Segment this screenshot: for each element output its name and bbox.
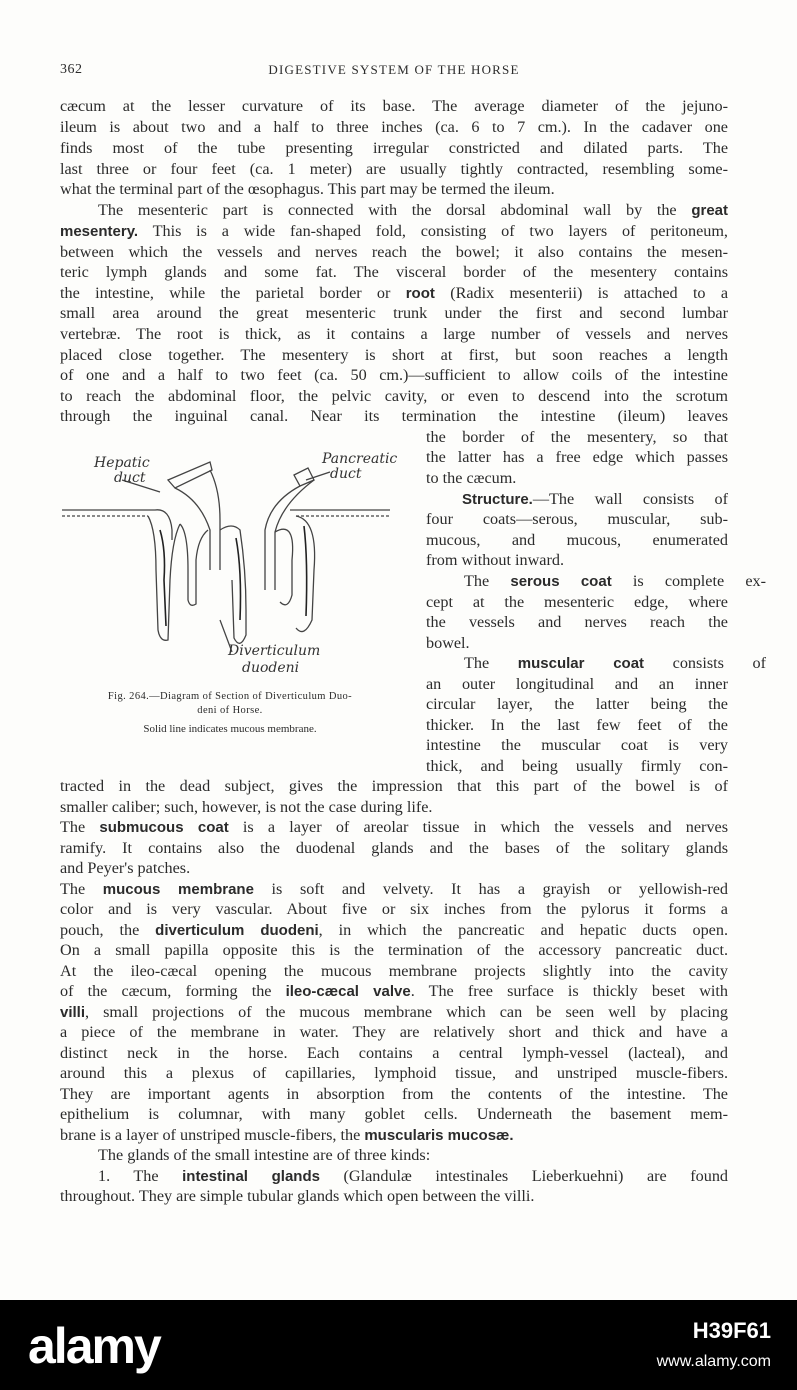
text-line: ileum is about two and a half to three inches (ca. 6 to 7 cm.). In the cadaver one [60, 118, 728, 136]
text-line: circular layer, the latter being the [426, 695, 728, 713]
text-line: 1. The intestinal glands (Glandulæ intestinales Lieberkuehni) are found [98, 1167, 728, 1185]
site-url: www.alamy.com [656, 1353, 771, 1370]
pouch-center [220, 526, 246, 643]
text-line: mesentery. This is a wide fan-shaped fold, consisting of two layers of peritoneum, [60, 222, 728, 240]
alamy-logo: alamy [28, 1318, 160, 1374]
text-line: the intestine, while the parietal border or root (Radix mesenterii) is attached to a [60, 284, 728, 302]
pancreatic-pointer [306, 472, 330, 480]
text-line: mucous, and mucous, enumerated [426, 531, 728, 549]
wall-left-outer [62, 510, 172, 540]
page-number: 362 [60, 62, 83, 77]
hepatic-duct-end [168, 462, 212, 488]
text-line: the vessels and nerves reach the [426, 613, 728, 631]
text-line: to the cæcum. [426, 469, 517, 487]
text-line: smaller caliber; such, however, is not the case during life. [60, 798, 433, 816]
keyword: muscularis mucosæ. [364, 1127, 514, 1144]
text-line: The mesenteric part is connected with the dorsal abdominal wall by the great [98, 201, 728, 219]
caption-note: Solid line indicates mucous membrane. [143, 723, 317, 735]
text-line: ramify. It contains also the duodenal glands and the bases of the solitary glands [60, 839, 728, 857]
caption-title-cont: deni of Horse. [197, 705, 263, 716]
mucous-membrane-center [236, 538, 241, 620]
pouch-left-mid [180, 524, 208, 605]
text-line: distinct neck in the horse. Each contains a central lymph-vessel (lacteal), and [60, 1044, 728, 1062]
text-line: epithelium is columnar, with many goblet cells. Underneath the basement mem- [60, 1105, 728, 1123]
keyword: root [405, 285, 435, 302]
text-line: an outer longitudinal and an inner [426, 675, 728, 693]
text-line: to reach the abdominal floor, the pelvic cavity, or even to descend into the scrotum [60, 387, 728, 405]
text-line: finds most of the tube presenting irregular constricted and dilated parts. The [60, 139, 728, 157]
pouch-right-inner [275, 529, 293, 605]
keyword: serous coat [510, 573, 612, 590]
keyword: mucous membrane [102, 881, 254, 898]
text-line: brane is a layer of unstriped muscle-fibers, the muscularis mucosæ. [60, 1126, 514, 1144]
text-line: thick, and being usually firmly con- [426, 757, 728, 775]
label-hepatic: Hepatic [94, 455, 150, 471]
label-pancreatic-duct: duct [330, 466, 362, 482]
text-line: The muscular coat consists of [464, 654, 766, 672]
pancreatic-duct-right [275, 480, 314, 590]
image-code: H39F61 [692, 1318, 771, 1343]
keyword: great [691, 202, 728, 219]
mucous-membrane-right [304, 526, 307, 616]
text-line: bowel. [426, 634, 470, 652]
text-line: teric lymph glands and some fat. The visceral border of the mesentery contains [60, 263, 728, 281]
text-line: vertebræ. The root is thick, as it contains a large number of vessels and nerves [60, 325, 728, 343]
mucous-membrane-left [160, 530, 166, 626]
label-diverticulum: Diverticulum [228, 643, 321, 659]
label-hepatic-duct: duct [114, 470, 146, 486]
keyword: villi [60, 1004, 86, 1021]
text-line: throughout. They are simple tubular glands which open between the villi. [60, 1187, 535, 1205]
text-line: They are important agents in absorption from the contents of the intestine. The [60, 1085, 728, 1103]
text-line: thicker. In the last few feet of the [426, 716, 728, 734]
text-line: The mucous membrane is soft and velvety. It has a grayish or yellowish-red [60, 880, 728, 898]
text-line: On a small papilla opposite this is the termination of the accessory pancreatic duct. [60, 941, 728, 959]
text-line: four coats—serous, muscular, sub- [426, 510, 728, 528]
keyword: submucous coat [99, 819, 229, 836]
text-line: small area around the great mesenteric trunk under the first and second lumbar [60, 304, 728, 322]
text-line: a piece of the membrane in water. They are relatively short and thick and have a [60, 1023, 728, 1041]
hepatic-duct-left [175, 488, 210, 570]
page-header [60, 62, 728, 84]
text-line: from without inward. [426, 551, 565, 569]
text-line: and Peyer's patches. [60, 859, 191, 877]
text-line: the border of the mesentery, so that [426, 428, 728, 446]
text-line: tracted in the dead subject, gives the impression that this part of the bowel is of [60, 777, 728, 795]
text-line: what the terminal part of the œsophagus. This part may be termed the ileum. [60, 180, 555, 198]
keyword: muscular coat [517, 655, 645, 672]
running-title: DIGESTIVE SYSTEM OF THE HORSE [268, 62, 520, 77]
text-line: placed close together. The mesentery is short at first, but soon reaches a length [60, 346, 728, 364]
caption-title: Fig. 264.—Diagram of Section of Diverticulum Duo- [107, 691, 353, 702]
text-line: between which the vessels and nerves reach the bowel; it also contains the mesen- [60, 243, 728, 261]
figure-caption [60, 690, 400, 736]
text-line: pouch, the diverticulum duodeni, in which the pancreatic and hepatic ducts open. [60, 921, 728, 939]
text-line: The glands of the small intestine are of three kinds: [98, 1146, 431, 1164]
text-line: At the ileo-cæcal opening the mucous membrane projects slightly into the cavity [60, 962, 728, 980]
label-pancreatic: Pancreatic [322, 451, 398, 467]
text-line: through the inguinal canal. Near its termination the intestine (ileum) leaves [60, 407, 728, 425]
text-line: the latter has a free edge which passes [426, 448, 728, 466]
keyword: ileo-cæcal valve [285, 983, 411, 1000]
label-duodeni: duodeni [242, 660, 300, 676]
watermark-bar [0, 1300, 797, 1390]
text-line: The serous coat is complete ex- [464, 572, 766, 590]
text-line: of the cæcum, forming the ileo-cæcal valve. The free surface is thickly beset with [60, 982, 728, 1000]
text-line: of one and a half to two feet (ca. 50 cm.)—sufficient to allow coils of the intestine [60, 366, 728, 384]
text-line: color and is very vascular. About five or six inches from the pylorus it forms a [60, 900, 728, 918]
pancreatic-duct-end [294, 468, 314, 486]
keyword: Structure. [462, 491, 533, 508]
pancreatic-duct-left [265, 486, 300, 590]
text-line: villi, small projections of the mucous membrane which can be seen well by placing [60, 1003, 728, 1021]
text-line: last three or four feet (ca. 1 meter) are usually tightly contracted, resembling some- [60, 160, 728, 178]
text-line: Structure.—The wall consists of [462, 490, 728, 508]
text-line: cæcum at the lesser curvature of its base. The average diameter of the jejuno- [60, 97, 728, 115]
keyword: diverticulum duodeni [155, 922, 319, 939]
keyword: mesentery. [60, 223, 139, 240]
keyword: intestinal glands [182, 1168, 320, 1185]
text-line: intestine the muscular coat is very [426, 736, 728, 754]
hepatic-duct-right [210, 470, 220, 570]
text-line: cept at the mesenteric edge, where [426, 593, 728, 611]
text-line: The submucous coat is a layer of areolar tissue in which the vessels and nerves [60, 818, 728, 836]
text-line: around this a plexus of capillaries, lymphoid tissue, and unstriped muscle-fibers. [60, 1064, 728, 1082]
